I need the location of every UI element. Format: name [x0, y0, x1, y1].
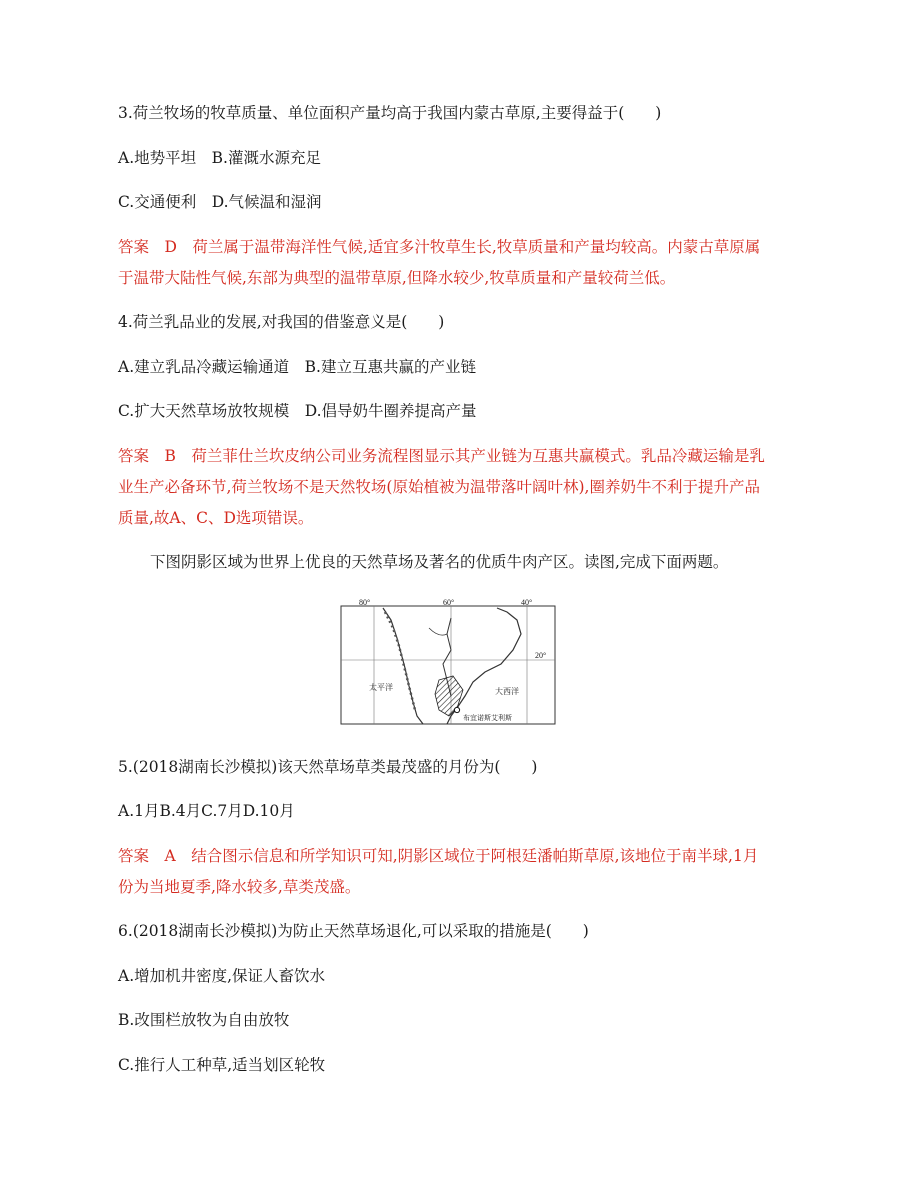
q6-option-a: A.增加机井密度,保证人畜饮水: [118, 967, 326, 985]
label-lon-60: 60°: [443, 598, 455, 607]
q6-option-b: B.改围栏放牧为自由放牧: [118, 1011, 290, 1029]
q4-answer-line1: 答案 B 荷兰菲仕兰坎皮纳公司业务流程图显示其产业链为互惠共赢模式。乳品冷藏运输是乳: [118, 447, 765, 465]
q4-answer-line3: 质量,故A、C、D选项错误。: [118, 509, 314, 527]
q4-options-cd: C.扩大天然草场放牧规模 D.倡导奶牛圈养提高产量: [118, 402, 477, 420]
q3-answer-line2: 于温带大陆性气候,东部为典型的温带草原,但降水较少,牧草质量和产量较荷兰低。: [118, 269, 676, 287]
q3-answer-line1: 答案 D 荷兰属于温带海洋性气候,适宜多汁牧草生长,牧草质量和产量均较高。内蒙古草原属: [118, 238, 761, 256]
south-america-map: [339, 598, 559, 728]
q5-answer-line1: 答案 A 结合图示信息和所学知识可知,阴影区域位于阿根廷潘帕斯草原,该地位于南半球,1月: [118, 847, 759, 865]
map-svg: [339, 598, 559, 728]
q3-stem: 3.荷兰牧场的牧草质量、单位面积产量均高于我国内蒙古草原,主要得益于( ): [118, 104, 662, 122]
label-city: 布宜诺斯艾利斯: [463, 714, 512, 722]
map-intro: 下图阴影区域为世界上优良的天然草场及著名的优质牛肉产区。读图,完成下面两题。: [150, 553, 729, 571]
city-marker-icon: [454, 707, 459, 712]
q5-stem: 5.(2018湖南长沙模拟)该天然草场草类最茂盛的月份为( ): [118, 758, 538, 776]
label-atlantic: 大西洋: [495, 687, 519, 696]
q3-options-ab: A.地势平坦 B.灌溉水源充足: [118, 149, 321, 167]
q4-answer-line2: 业生产必备环节,荷兰牧场不是天然牧场(原始植被为温带落叶阔叶林),圈养奶牛不利于提升产品: [118, 478, 760, 496]
label-lon-80: 80°: [359, 598, 371, 607]
q6-option-c: C.推行人工种草,适当划区轮牧: [118, 1056, 326, 1074]
q4-stem: 4.荷兰乳品业的发展,对我国的借鉴意义是( ): [118, 313, 445, 331]
label-pacific: 太平洋: [369, 683, 393, 692]
q3-options-cd: C.交通便利 D.气候温和湿润: [118, 193, 322, 211]
q5-options: A.1月B.4月C.7月D.10月: [118, 802, 295, 820]
q6-stem: 6.(2018湖南长沙模拟)为防止天然草场退化,可以采取的措施是( ): [118, 922, 589, 940]
q5-answer-line2: 份为当地夏季,降水较多,草类茂盛。: [118, 878, 361, 896]
q4-options-ab: A.建立乳品冷藏运输通道 B.建立互惠共赢的产业链: [118, 358, 476, 376]
label-lon-40: 40°: [521, 598, 533, 607]
label-lat-20: 20°: [535, 651, 547, 660]
